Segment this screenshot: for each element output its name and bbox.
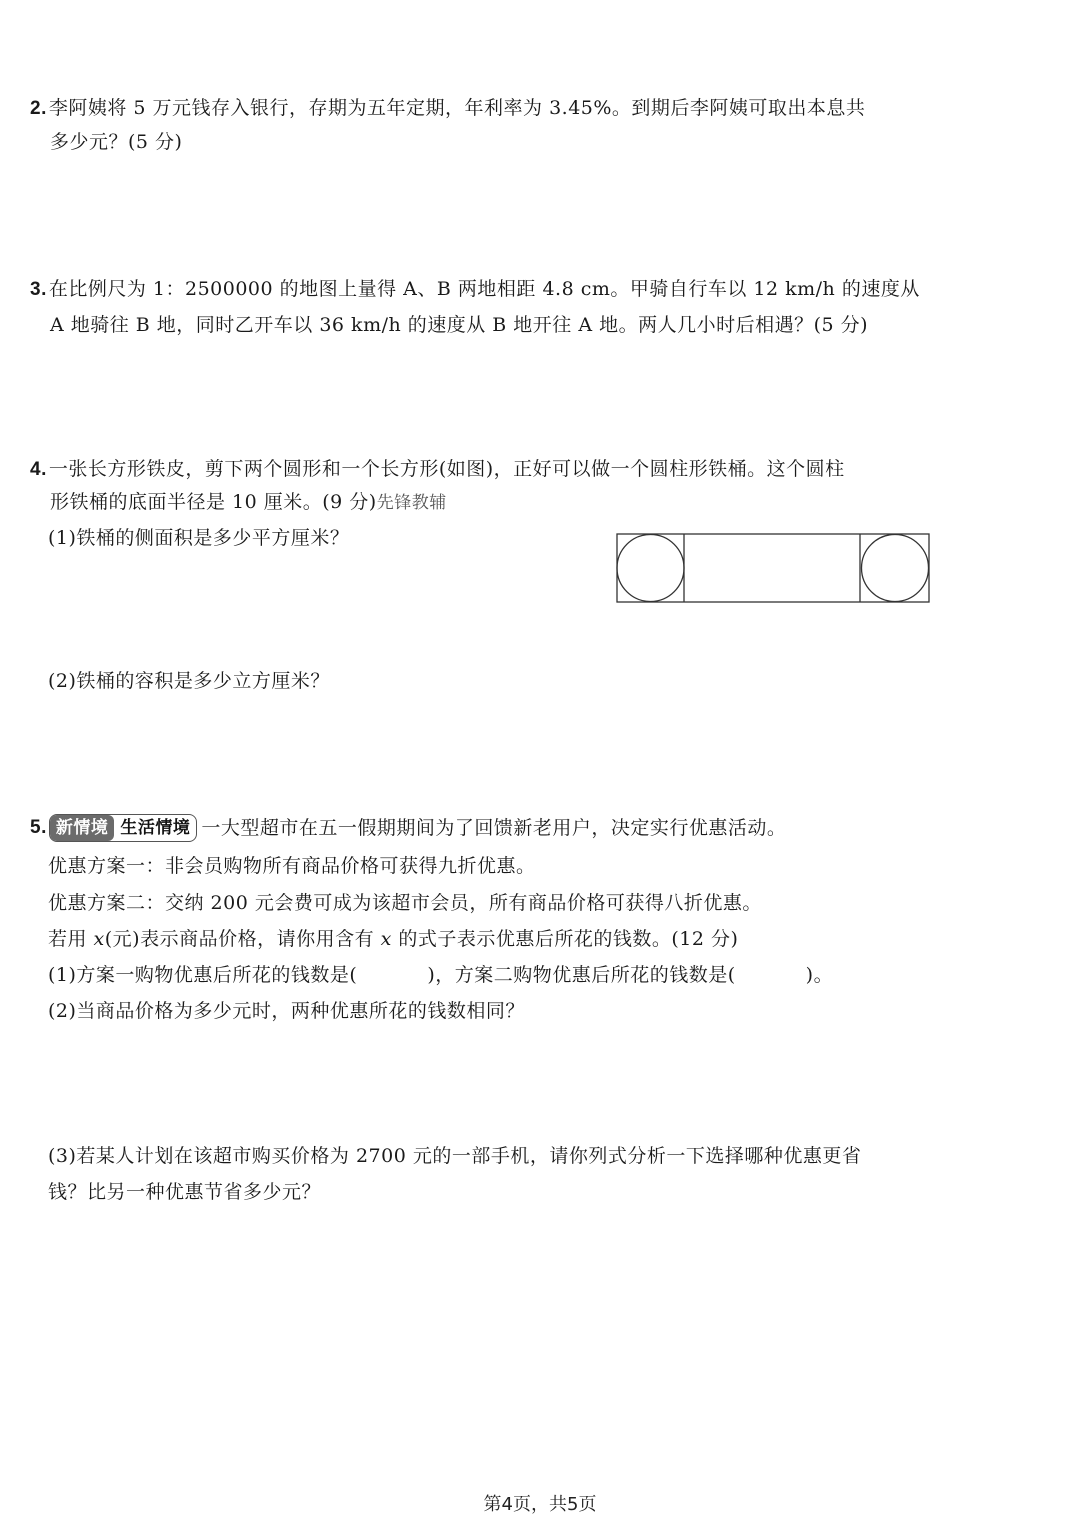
q4-sub1: (1)铁桶的侧面积是多少平方厘米？ bbox=[48, 527, 350, 549]
q5-var-x1: x bbox=[93, 928, 105, 950]
q2-line1 bbox=[30, 94, 865, 123]
q5-instr-a: 若用 bbox=[48, 928, 94, 950]
q5-plan2: 优惠方案二：交纳 200 元会费可成为该超市会员，所有商品价格可获得八折优惠。 bbox=[48, 892, 762, 914]
q4-sub2: (2)铁桶的容积是多少立方厘米？ bbox=[48, 670, 330, 692]
q3-number: 3. bbox=[30, 279, 47, 300]
q3-line2: A 地骑往 B 地，同时乙开车以 36 km/h 的速度从 B 地开往 A 地。两人几小时后相遇？(5 分) bbox=[50, 314, 869, 336]
q5-instruction bbox=[48, 925, 738, 953]
q4-line1 bbox=[30, 455, 845, 484]
q5-instr-b: (元)表示商品价格，请你用含有 bbox=[104, 928, 381, 950]
q5-plan1: 优惠方案一：非会员购物所有商品价格可获得九折优惠。 bbox=[48, 855, 536, 877]
left-circle bbox=[617, 535, 684, 602]
page-number: 第4页，共5页 bbox=[483, 1494, 597, 1515]
q4-text-line1: 一张长方形铁皮，剪下两个圆形和一个长方形(如图)，正好可以做一个圆柱形铁桶。这个圆柱 bbox=[48, 458, 845, 480]
q5-sub1 bbox=[48, 961, 833, 989]
q2-text-line1: 李阿姨将 5 万元钱存入银行，存期为五年定期，年利率为 3.45%。到期后李阿姨可取出本息共 bbox=[48, 97, 866, 119]
q2-line2: 多少元？(5 分) bbox=[50, 131, 183, 153]
q5-sub1-b: )，方案二购物优惠后所花的钱数是( bbox=[427, 964, 736, 986]
q5-sub3-line2: 钱？比另一种优惠节省多少元？ bbox=[48, 1181, 322, 1203]
tag-life-scenario: 生活情境 bbox=[120, 818, 191, 838]
right-circle bbox=[862, 535, 929, 602]
q4-line2 bbox=[50, 488, 447, 517]
q3-text-line1: 在比例尺为 1：2500000 的地图上量得 A、B 两地相距 4.8 cm。甲骑自行车以 12 km/h 的速度从 bbox=[48, 278, 920, 300]
q5-line1 bbox=[30, 814, 786, 842]
q5-instr-c: 的式子表示优惠后所花的钱数。(12 分) bbox=[391, 928, 739, 950]
q3-line1 bbox=[30, 275, 920, 304]
q4-number: 4. bbox=[30, 459, 47, 480]
q2-number: 2. bbox=[30, 98, 47, 119]
scenario-tag bbox=[49, 814, 198, 842]
q5-var-x2: x bbox=[380, 928, 392, 950]
q5-sub2: (2)当商品价格为多少元时，两种优惠所花的钱数相同？ bbox=[48, 1000, 525, 1022]
q4-text-line2: 形铁桶的底面半径是 10 厘米。(9 分) bbox=[50, 491, 377, 513]
sheet-figure bbox=[616, 533, 930, 607]
watermark-text: 先锋教辅 bbox=[376, 493, 447, 513]
q5-sub3-line1: (3)若某人计划在该超市购买价格为 2700 元的一部手机，请你列式分析一下选择哪种优惠更省 bbox=[48, 1145, 862, 1167]
q5-sub1-c: )。 bbox=[805, 964, 834, 986]
q5-intro: 一大型超市在五一假期期间为了回馈新老用户，决定实行优惠活动。 bbox=[201, 817, 787, 839]
tag-new-scenario: 新情境 bbox=[50, 815, 115, 841]
q5-number: 5. bbox=[30, 817, 47, 838]
q5-sub1-a: (1)方案一购物优惠后所花的钱数是( bbox=[48, 964, 358, 986]
sheet-diagram bbox=[616, 533, 930, 603]
sheet-outline bbox=[617, 534, 929, 602]
